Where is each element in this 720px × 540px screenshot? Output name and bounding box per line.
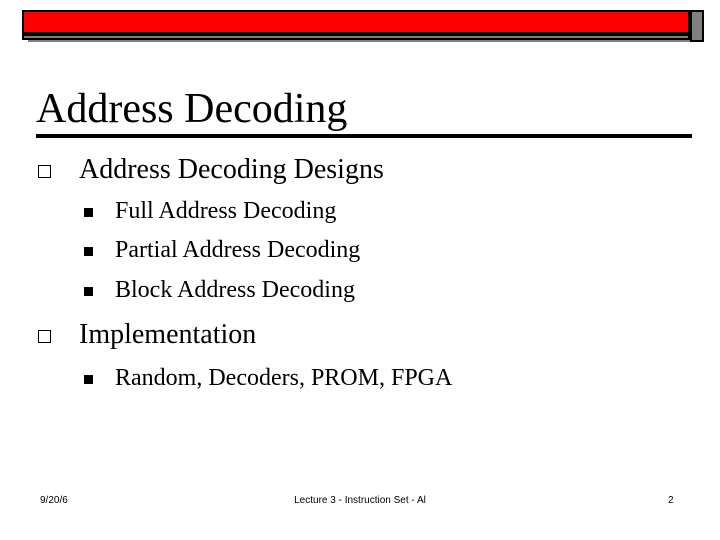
sub-bullet-full-address-decoding [84,196,336,226]
filled-square-bullet-icon [84,375,93,384]
footer-lecture-title: Lecture 3 - Instruction Set - Al [294,495,426,506]
top-decorative-bar [22,10,690,34]
sub-bullet-text: Block Address Decoding [115,277,355,303]
hollow-square-bullet-icon [38,330,51,343]
filled-square-bullet-icon [84,208,93,217]
bullet-text: Implementation [79,319,257,350]
bullet-address-decoding-designs [38,153,384,187]
footer-page-number: 2 [668,495,674,506]
sub-bullet-text: Full Address Decoding [115,198,337,224]
top-decorative-bar-cap [690,10,704,42]
filled-square-bullet-icon [84,247,93,256]
filled-square-bullet-icon [84,287,93,296]
hollow-square-bullet-icon [38,165,51,178]
sub-bullet-block-address-decoding [84,275,355,305]
bullet-implementation [38,318,256,352]
footer-date: 9/20/6 [40,495,68,506]
sub-bullet-text: Partial Address Decoding [115,237,361,263]
bullet-text: Address Decoding Designs [79,154,384,185]
sub-bullet-text: Random, Decoders, PROM, FPGA [115,365,453,391]
top-decorative-bar-underline [22,34,690,40]
title-rule [36,134,692,138]
sub-bullet-partial-address-decoding [84,235,360,265]
sub-bullet-random-decoders [84,363,452,393]
slide-title: Address Decoding [36,86,348,132]
